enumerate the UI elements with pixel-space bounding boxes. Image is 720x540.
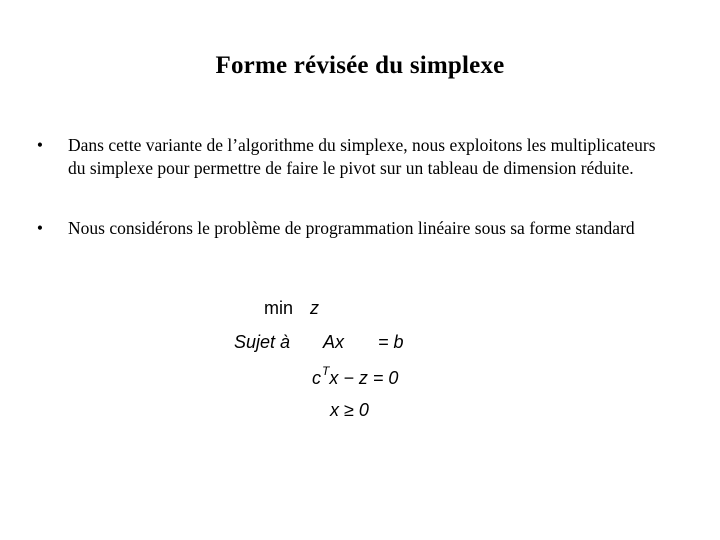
linear-program-formulation	[230, 298, 430, 428]
bullet-item	[30, 134, 670, 180]
bullet-item	[30, 217, 670, 240]
bullet-text: Nous considérons le problème de programmation linéaire sous sa forme standard	[68, 218, 635, 238]
c-variable: c	[312, 368, 321, 388]
objective-variable: z	[310, 298, 319, 318]
constraint-ctx-minus-z	[312, 364, 399, 389]
slide-title: Forme révisée du simplexe	[215, 52, 505, 79]
bullet-list	[30, 134, 670, 240]
constraint-ctx-rest: x − z = 0	[329, 368, 399, 388]
nonnegativity-constraint: x ≥ 0	[330, 400, 369, 420]
min-label: min	[264, 298, 294, 318]
bullet-icon: •	[36, 135, 44, 155]
bullet-icon: •	[36, 218, 44, 238]
constraint-equals-b: = b	[378, 332, 404, 352]
constraint-ax: Ax	[323, 332, 345, 352]
transpose-superscript: T	[322, 364, 330, 378]
subject-to-label: Sujet à	[234, 332, 291, 352]
bullet-text: Dans cette variante de l’algorithme du simplexe, nous exploitons les multiplicateurs du simplexe pour permettre de faire le pivot sur un tableau de dimension réduite.	[68, 135, 656, 178]
